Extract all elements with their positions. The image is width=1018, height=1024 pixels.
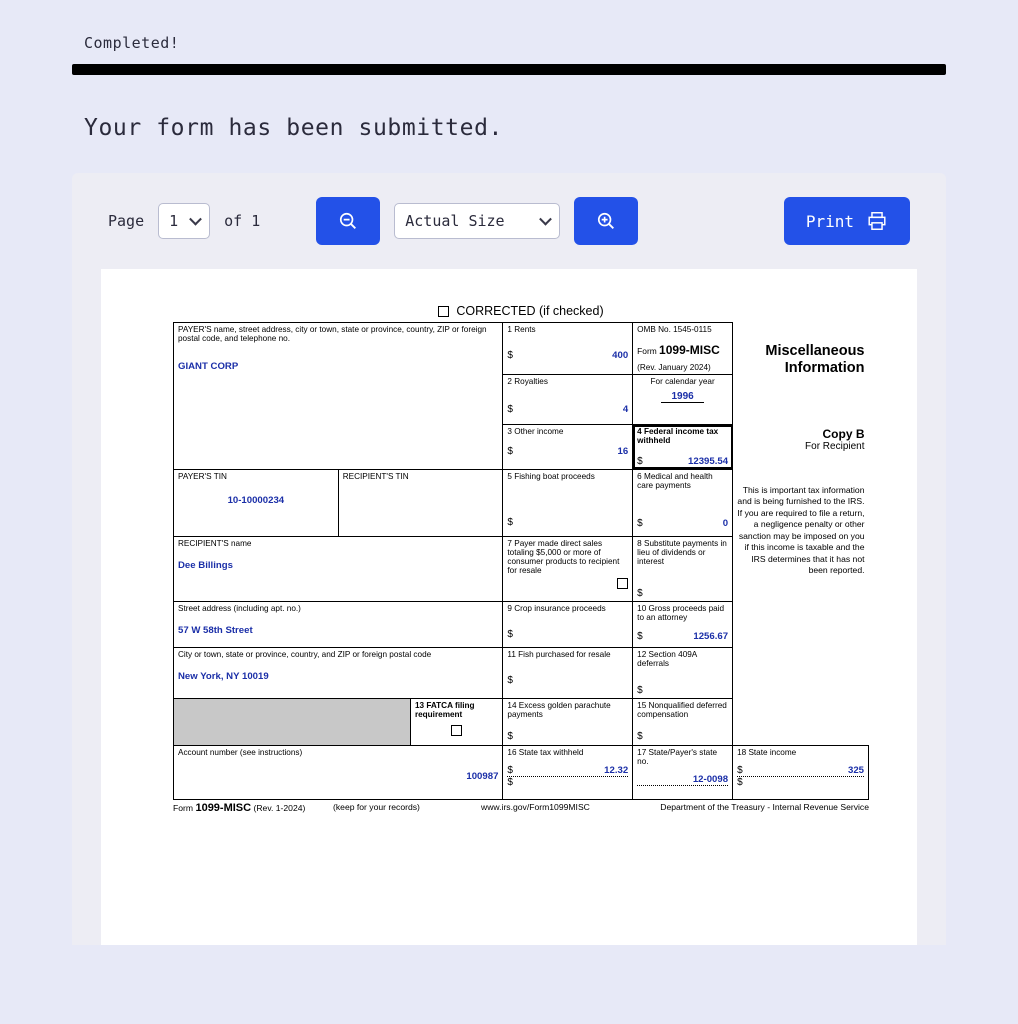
document-page (101, 269, 917, 945)
box14-dollar-sign: $ (507, 730, 513, 742)
box5-cell (503, 469, 633, 536)
print-button-label: Print (805, 211, 854, 231)
form-rev: (Rev. January 2024) (637, 363, 711, 372)
zoom-out-icon (337, 210, 359, 232)
zoom-in-icon (595, 210, 617, 232)
box15-cell (633, 698, 733, 745)
box11-cell (503, 648, 633, 698)
box4-cell (633, 425, 733, 469)
box8-dollar-sign: $ (637, 588, 643, 600)
box17-value: 12-0098 (637, 774, 728, 786)
box2-value: 4 (622, 404, 629, 416)
box16-value: 12.32 (604, 764, 629, 776)
box1-dollar-sign: $ (507, 350, 513, 362)
box18-dollar-sign-2: $ (737, 776, 743, 788)
account-label: Account number (see instructions) (178, 747, 303, 757)
box9-cell (503, 602, 633, 648)
fatca-container (174, 698, 503, 745)
box1-label: 1 Rents (507, 325, 536, 334)
page-select-wrapper[interactable] (158, 203, 210, 239)
pdf-viewer (72, 173, 946, 945)
street-label: Street address (including apt. no.) (178, 604, 301, 614)
important-text-cell (733, 469, 869, 745)
recipient-name: Dee Billings (178, 559, 233, 571)
box14-cell (503, 698, 633, 745)
zoom-out-button[interactable] (316, 197, 380, 245)
form-row-header (174, 323, 869, 375)
box17-label: 17 State/Payer's state no. (637, 747, 718, 766)
payer-label: PAYER'S name, street address, city or town, state or province, country, ZIP or foreign postal code, and telephone no. (178, 325, 487, 344)
payer-name: GIANT CORP (178, 361, 239, 373)
box16-label: 16 State tax withheld (507, 747, 584, 757)
box12-label: 12 Section 409A deferrals (637, 650, 697, 669)
box6-label: 6 Medical and health care payments (637, 471, 713, 490)
viewer-toolbar (72, 173, 946, 269)
tin-container (174, 469, 503, 536)
box10-dollar-sign: $ (637, 630, 643, 642)
calendar-label: For calendar year (650, 377, 715, 387)
box17-cell (633, 745, 733, 799)
shaded-cell (174, 699, 410, 745)
box10-value: 1256.67 (693, 630, 729, 642)
print-button[interactable] (784, 197, 910, 245)
box10-cell (633, 602, 733, 648)
account-number: 100987 (466, 770, 499, 782)
box18-cell (733, 745, 869, 799)
payer-tin-label: PAYER'S TIN (178, 471, 227, 481)
box1-value: 400 (612, 350, 629, 362)
account-cell (174, 745, 503, 799)
box18-value: 325 (847, 764, 864, 776)
box2-label: 2 Royalties (507, 377, 548, 387)
box6-cell (633, 469, 733, 536)
footer-keep: (keep for your records) (333, 801, 420, 812)
form-row-state (174, 745, 869, 799)
footer-form-number: 1099-MISC (195, 801, 252, 814)
calendar-year-cell (633, 375, 733, 425)
form-number: 1099-MISC (659, 343, 720, 357)
recipient-name-cell (174, 536, 503, 602)
box16-cell (503, 745, 633, 799)
submitted-message: Your form has been submitted. (84, 115, 503, 141)
page-select[interactable] (158, 203, 210, 239)
box16-dollar-sign: $ (507, 764, 513, 776)
zoom-select[interactable] (394, 203, 560, 239)
printer-icon (866, 210, 888, 232)
footer-form-prefix: Form (173, 802, 194, 813)
payer-cell (174, 323, 503, 470)
title-cell (733, 323, 869, 425)
street-value: 57 W 58th Street (178, 625, 253, 637)
for-recipient-label: For Recipient (805, 440, 865, 452)
box9-label: 9 Crop insurance proceeds (507, 604, 606, 614)
box12-cell (633, 648, 733, 698)
box5-dollar-sign: $ (507, 516, 513, 528)
box13-label: 13 FATCA filing requirement (414, 700, 475, 719)
copy-cell (733, 425, 869, 469)
box7-label: 7 Payer made direct sales totaling $5,000 or more of consumer products to recipient for resale (507, 538, 620, 576)
form-1099-misc (173, 304, 869, 814)
city-label: City or town, state or province, country, and ZIP or foreign postal code (178, 650, 432, 660)
city-value: New York, NY 10019 (178, 671, 269, 683)
zoom-in-button[interactable] (574, 197, 638, 245)
omb-number: OMB No. 1545-0115 (637, 325, 712, 334)
calendar-year: 1996 (661, 391, 703, 403)
progress-bar (72, 64, 946, 75)
box5-label: 5 Fishing boat proceeds (507, 471, 595, 481)
box10-label: 10 Gross proceeds paid to an attorney (637, 604, 725, 623)
box2-dollar-sign: $ (507, 404, 513, 416)
payer-tin-cell (174, 470, 338, 536)
box15-label: 15 Nonqualified deferred compensation (637, 700, 727, 719)
form-prefix: Form (637, 346, 657, 356)
recipient-tin-cell (338, 470, 502, 536)
recipient-name-label: RECIPIENT'S name (178, 538, 252, 548)
box13-checkbox[interactable] (451, 725, 462, 736)
box6-value: 0 (722, 517, 729, 529)
box6-dollar-sign: $ (637, 517, 643, 529)
street-cell (174, 602, 503, 648)
footer-form-rev: (Rev. 1-2024) (253, 802, 306, 813)
box12-dollar-sign: $ (637, 684, 643, 696)
form-footer (173, 802, 869, 814)
form-table (173, 322, 869, 800)
box18-label: 18 State income (737, 747, 797, 757)
box8-label: 8 Substitute payments in lieu of dividends or interest (637, 538, 727, 566)
corrected-checkbox[interactable] (438, 306, 449, 317)
important-text: This is important tax information and is being furnished to the IRS. If you are required to file a return, a negligence penalty or other sanction may be imposed on you if this income is taxable and the IRS determines that it has not been reported. (737, 485, 865, 576)
box16-dollar-sign-2: $ (507, 776, 513, 788)
box11-label: 11 Fish purchased for resale (507, 650, 611, 660)
form-row-tin (174, 469, 869, 536)
footer-dept: Department of the Treasury - Internal Revenue Service (660, 801, 869, 812)
form-title: Miscellaneous Information (765, 342, 865, 376)
payer-tin-value: 10-10000234 (227, 494, 285, 506)
box1-cell (503, 323, 633, 375)
footer-url[interactable]: www.irs.gov/Form1099MISC (481, 801, 590, 812)
document-area (72, 269, 946, 945)
box4-value: 12395.54 (688, 455, 729, 467)
zoom-select-wrapper[interactable] (394, 203, 560, 239)
form-name (637, 343, 728, 357)
box3-label: 3 Other income (507, 427, 564, 437)
corrected-label: CORRECTED (if checked) (456, 304, 604, 318)
box3-value: 16 (617, 446, 629, 458)
box4-label: 4 Federal income tax withheld (637, 427, 719, 446)
box11-dollar-sign: $ (507, 675, 513, 687)
status-title: Completed! (84, 34, 180, 52)
recipient-tin-label: RECIPIENT'S TIN (342, 471, 409, 481)
box7-checkbox[interactable] (617, 578, 628, 589)
page-label: Page (108, 212, 145, 230)
box2-cell (503, 375, 633, 425)
box7-cell (503, 536, 633, 602)
footer-form (173, 802, 333, 814)
box4-dollar-sign: $ (637, 455, 643, 467)
box15-dollar-sign: $ (637, 730, 643, 742)
city-cell (174, 648, 503, 698)
box3-dollar-sign: $ (507, 446, 513, 458)
box9-dollar-sign: $ (507, 629, 513, 641)
page-count-label: of 1 (224, 212, 261, 230)
copy-label: Copy B (822, 426, 865, 441)
box13-cell (410, 699, 502, 745)
box14-label: 14 Excess golden parachute payments (507, 700, 611, 719)
box8-cell (633, 536, 733, 602)
omb-cell (633, 323, 733, 375)
box18-dollar-sign: $ (737, 764, 743, 776)
box3-cell (503, 425, 633, 469)
corrected-row (173, 304, 869, 318)
